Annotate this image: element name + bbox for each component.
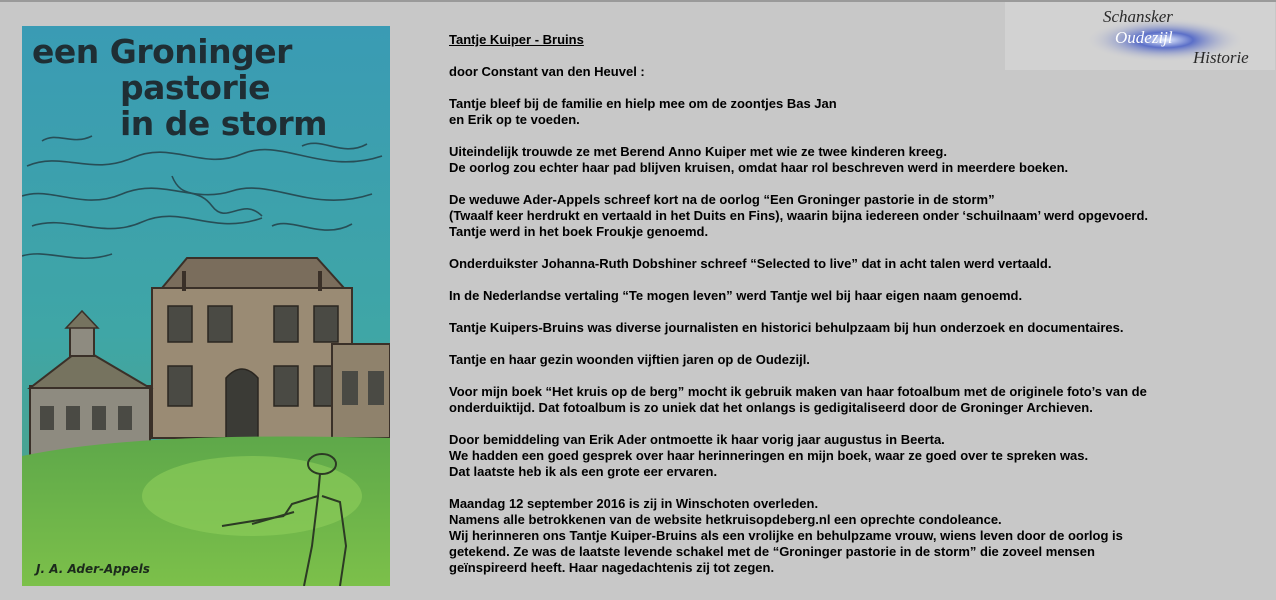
article-line: door Constant van den Heuvel : [449, 64, 645, 79]
article-line: Tantje Kuipers-Bruins was diverse journalisten en historici behulpzaam bij hun onderzoek en documentaires. [449, 320, 1124, 335]
article-paragraph [449, 496, 1264, 576]
article-heading: Tantje Kuiper - Bruins [449, 32, 584, 47]
logo-text-historie: Historie [1193, 48, 1249, 67]
article-paragraph [449, 432, 1264, 480]
book-cover-image [22, 26, 390, 586]
article-paragraph [449, 64, 1264, 80]
article-line: Namens alle betrokkenen van de website hetkruisopdeberg.nl een oprechte condoleance. [449, 512, 1002, 527]
article-line: Maandag 12 september 2016 is zij in Winschoten overleden. [449, 496, 819, 511]
article-line: In de Nederlandse vertaling “Te mogen leven” werd Tantje wel bij haar eigen naam genoemd. [449, 288, 1023, 303]
article-paragraph [449, 352, 1264, 368]
book-cover-author: J. A. Ader-Appels [36, 562, 150, 576]
article-line: Door bemiddeling van Erik Ader ontmoette ik haar vorig jaar augustus in Beerta. [449, 432, 945, 447]
article-line: Wij herinneren ons Tantje Kuiper-Bruins als een vrolijke en behulpzame vrouw, wiens leven door de oorlog is [449, 528, 1123, 543]
article-line: getekend. Ze was de laatste levende schakel met de “Groninger pastorie in de storm” die zoveel mensen [449, 544, 1095, 559]
article-line: onderduiktijd. Dat fotoalbum is zo uniek dat het onlangs is gedigitaliseerd door de Groninger Archieven. [449, 400, 1093, 415]
article-line: geïnspireerd heeft. Haar nagedachtenis zij tot zegen. [449, 560, 775, 575]
book-title-line: een Groninger [32, 32, 292, 71]
article-line: We hadden een goed gesprek over haar herinneringen en mijn boek, waar ze goed over te spreken was. [449, 448, 1089, 463]
article-line: en Erik op te voeden. [449, 112, 580, 127]
article-paragraph [449, 288, 1264, 304]
article-line: Tantje bleef bij de familie en hielp mee om de zoontjes Bas Jan [449, 96, 837, 111]
article-paragraph [449, 96, 1264, 128]
article-paragraph [449, 384, 1264, 416]
article-line: Tantje en haar gezin woonden vijftien jaren op de Oudezijl. [449, 352, 810, 367]
article-line: Tantje werd in het boek Froukje genoemd. [449, 224, 709, 239]
article-line: Onderduikster Johanna-Ruth Dobshiner schreef “Selected to live” dat in acht talen werd vertaald. [449, 256, 1052, 271]
book-title-line: in de storm [120, 104, 328, 143]
book-cover-title [32, 34, 382, 142]
logo-text-schansker: Schansker [1103, 7, 1173, 26]
article-line: (Twaalf keer herdrukt en vertaald in het Duits en Fins), waarin bijna iedereen onder ‘schuilnaam’ werd opgevoerd. [449, 208, 1149, 223]
article-paragraph [449, 192, 1264, 240]
article-paragraph [449, 256, 1264, 272]
book-title-line: pastorie [120, 68, 270, 107]
article-paragraph [449, 144, 1264, 176]
logo-text-oudezijl: Oudezijl [1115, 28, 1173, 47]
article-line: Voor mijn boek “Het kruis op de berg” mocht ik gebruik maken van haar fotoalbum met de originele foto’s van de [449, 384, 1147, 399]
article-line: De weduwe Ader-Appels schreef kort na de oorlog “Een Groninger pastorie in de storm” [449, 192, 995, 207]
article-line: De oorlog zou echter haar pad blijven kruisen, omdat haar rol beschreven werd in meerdere boeken. [449, 160, 1069, 175]
article-line: Dat laatste heb ik als een grote eer ervaren. [449, 464, 718, 479]
article-line: Uiteindelijk trouwde ze met Berend Anno Kuiper met wie ze twee kinderen kreeg. [449, 144, 947, 159]
article-body [449, 32, 1264, 576]
article-paragraph [449, 320, 1264, 336]
